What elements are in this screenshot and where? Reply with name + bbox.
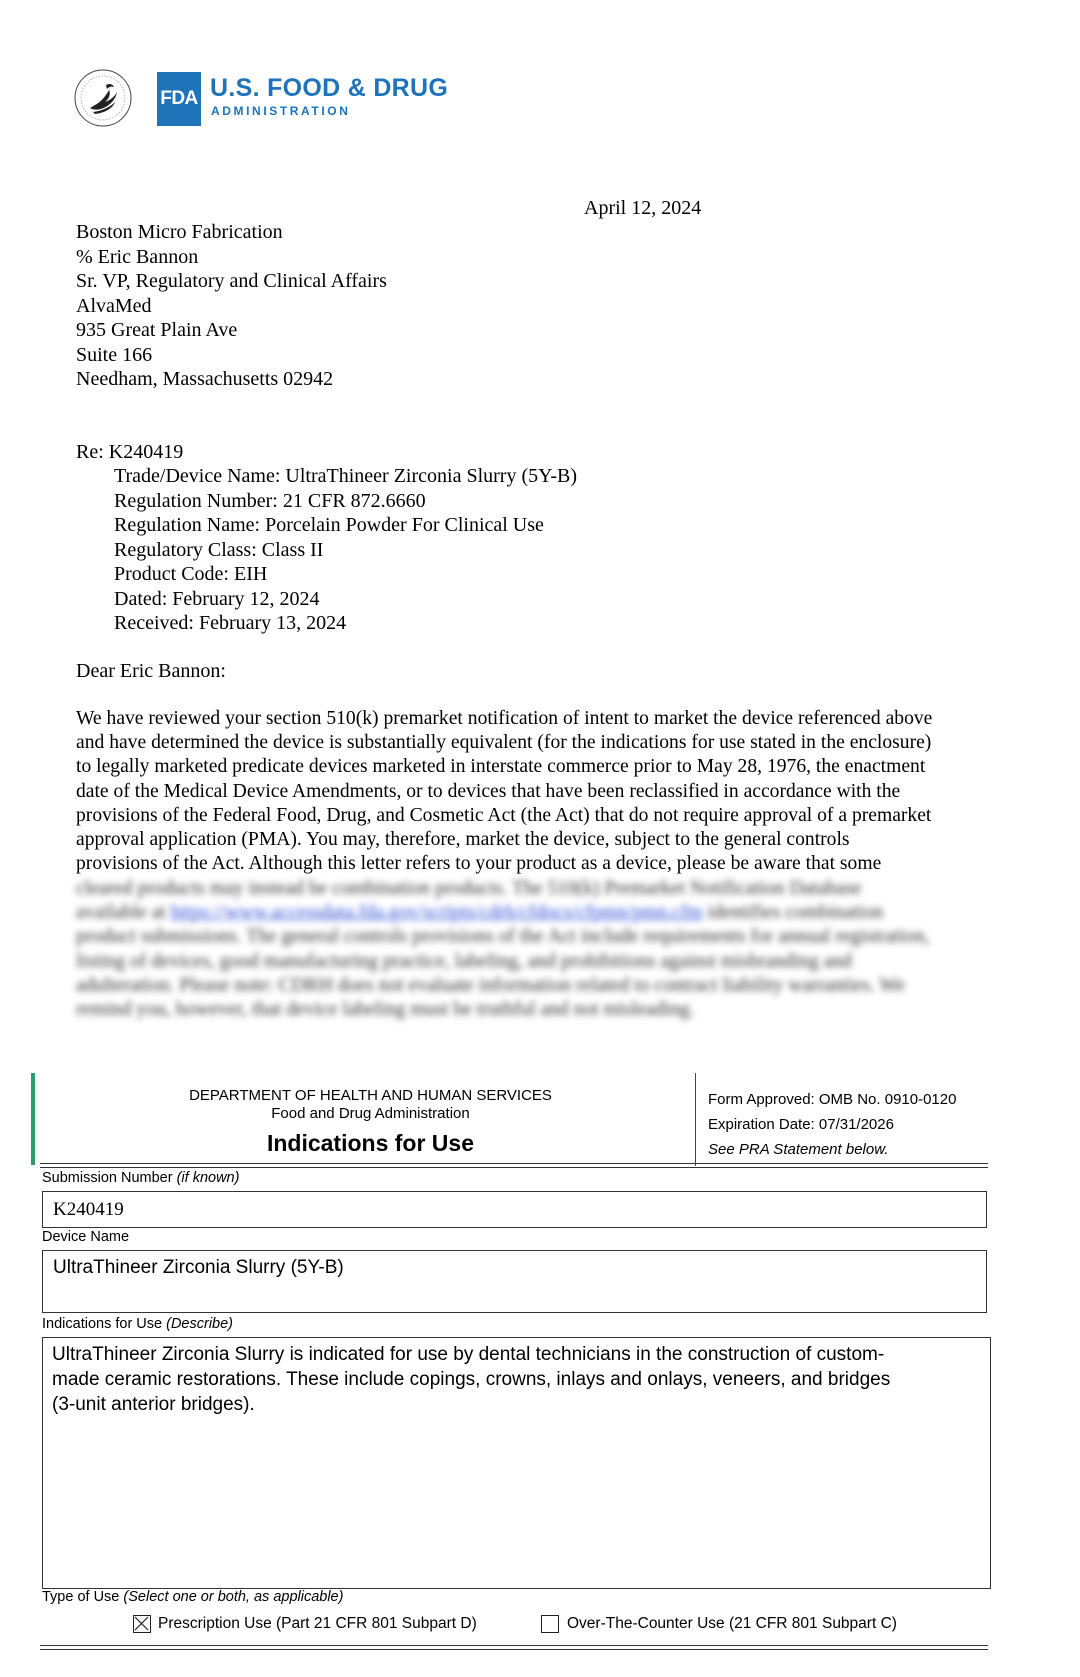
address-line: Sr. VP, Regulatory and Clinical Affairs <box>76 270 387 292</box>
salutation: Dear Eric Bannon: <box>76 660 226 682</box>
form-rule <box>40 1163 988 1164</box>
device-name-value: UltraThineer Zirconia Slurry (5Y-B) <box>53 1257 344 1278</box>
re-detail-line: Regulatory Class: Class II <box>114 538 324 561</box>
form-agency: Food and Drug Administration <box>271 1105 470 1122</box>
blurred-suffix: identifies combination <box>707 902 884 924</box>
blurred-line: product submissions. The general controls provisions of the Act include requirements for annual registration, <box>76 926 930 948</box>
blurred-line: listing of devices, good manufacturing practice, labeling, and prohibitions against misbranding and <box>76 950 852 972</box>
body-line: provisions of the Federal Food, Drug, and Cosmetic Act (the Act) that do not require approval of a premarket <box>76 804 932 826</box>
checkmark-x-icon <box>134 1616 149 1631</box>
form-rule <box>40 1167 988 1168</box>
otc-use-checkbox[interactable] <box>541 1615 559 1633</box>
otc-use-label: Over-The-Counter Use (21 CFR 801 Subpart C) <box>567 1615 897 1632</box>
recipient-address <box>76 220 387 392</box>
blurred-line: cleared products may instead be combination products. The 510(k) Premarket Notification Database <box>76 878 862 899</box>
indications-text <box>52 1342 890 1417</box>
expiration-date: Expiration Date: 07/31/2026 <box>708 1116 894 1133</box>
form-title: Indications for Use <box>266 1130 475 1156</box>
indications-line: made ceramic restorations. These include copings, crowns, inlays and onlays, veneers, and bridges <box>52 1369 891 1390</box>
blurred-line: remind you, however, that device labeling must be truthful and not misleading. <box>76 999 695 1021</box>
form-accent-bar <box>31 1073 35 1165</box>
body-line: date of the Medical Device Amendments, or to devices that have been reclassified in accordance with the <box>76 780 901 802</box>
re-detail-line: Trade/Device Name: UltraThineer Zirconia Slurry (5Y-B) <box>114 465 577 487</box>
form-rule <box>40 1645 988 1646</box>
blurred-line <box>76 901 929 925</box>
address-line: 935 Great Plain Ave <box>76 319 238 341</box>
address-line: Suite 166 <box>76 343 153 366</box>
prescription-use-label: Prescription Use (Part 21 CFR 801 Subpart D) <box>158 1615 477 1632</box>
type-of-use-label: Type of Use (Select one or both, as applicable) <box>42 1589 344 1605</box>
prescription-use-checkbox[interactable] <box>133 1615 151 1633</box>
fda-logo-badge: FDA <box>157 72 201 126</box>
re-detail-line: Product Code: EIH <box>114 563 268 585</box>
indications-label: Indications for Use (Describe) <box>42 1316 233 1332</box>
re-details <box>114 464 577 636</box>
indications-line: (3-unit anterior bridges). <box>52 1394 255 1415</box>
body-line: to legally marketed predicate devices marketed in interstate commerce prior to May 28, 1976, the enactment <box>76 756 926 778</box>
submission-number-label: Submission Number (if known) <box>42 1170 240 1186</box>
body-line: We have reviewed your section 510(k) premarket notification of intent to market the device referenced above <box>76 708 933 729</box>
indications-line: UltraThineer Zirconia Slurry is indicated for use by dental technicians in the construction of custom- <box>52 1344 885 1365</box>
blurred-paragraph <box>76 877 929 1022</box>
submission-number-value: K240419 <box>53 1199 124 1220</box>
database-link[interactable]: https://www.accessdata.fda.gov/scripts/cdrh/cfdocs/cfpmn/pmn.cfm <box>170 902 703 924</box>
address-line: Boston Micro Fabrication <box>76 221 283 243</box>
blurred-prefix: available at <box>76 902 166 924</box>
submission-number-field[interactable] <box>42 1191 987 1228</box>
address-line: Needham, Massachusetts 02942 <box>76 368 334 390</box>
blurred-line: adulteration. Please note: CDRH does not evaluate information related to contract liability warranties. We <box>76 974 905 996</box>
re-line: Re: K240419 <box>76 441 184 463</box>
omb-approved: Form Approved: OMB No. 0910-0120 <box>708 1091 957 1108</box>
re-detail-line: Regulation Name: Porcelain Powder For Clinical Use <box>114 514 544 536</box>
address-line: AlvaMed <box>76 294 152 317</box>
pra-note: See PRA Statement below. <box>708 1141 889 1158</box>
re-detail-line: Dated: February 12, 2024 <box>114 587 320 610</box>
form-department: DEPARTMENT OF HEALTH AND HUMAN SERVICES <box>189 1087 552 1104</box>
agency-subname: ADMINISTRATION <box>211 104 351 118</box>
address-line: % Eric Bannon <box>76 245 199 268</box>
re-detail-line: Received: February 13, 2024 <box>114 612 347 634</box>
letter-body <box>76 707 1016 876</box>
device-name-field[interactable] <box>42 1250 987 1313</box>
form-rule <box>40 1649 988 1650</box>
body-line: approval application (PMA). You may, therefore, market the device, subject to the general controls <box>76 829 850 851</box>
agency-name: U.S. FOOD & DRUG <box>210 74 449 102</box>
hhs-seal-icon <box>73 68 133 128</box>
letter-date: April 12, 2024 <box>584 197 702 219</box>
body-line: provisions of the Act. Although this letter refers to your product as a device, please be aware that some <box>76 853 882 875</box>
body-line: and have determined the device is substantially equivalent (for the indications for use stated in the enclosure) <box>76 732 932 754</box>
omb-info <box>708 1087 956 1162</box>
device-name-label: Device Name <box>42 1229 130 1245</box>
indications-field[interactable] <box>42 1337 991 1589</box>
re-detail-line: Regulation Number: 21 CFR 872.6660 <box>114 489 426 512</box>
